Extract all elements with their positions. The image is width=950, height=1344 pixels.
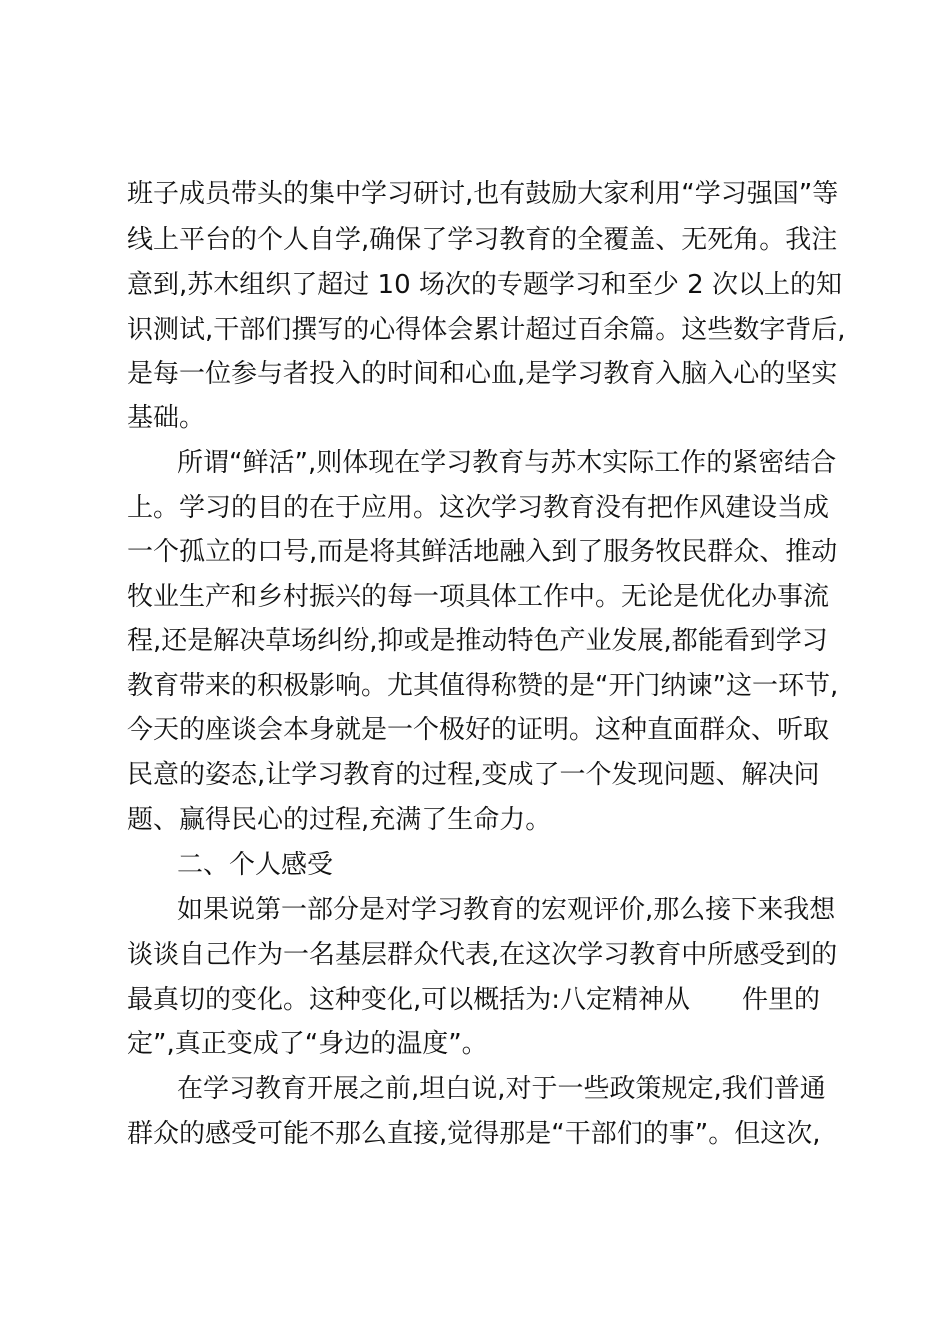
- section-heading: 二、个人感受: [177, 850, 334, 880]
- paragraph-first-line: 如果说第一部分是对学习教育的宏观评价,那么接下来我想: [177, 895, 836, 925]
- body-text-line: 群众的感受可能不那么直接,觉得那是“干部们的事”。但这次,: [127, 1119, 821, 1149]
- body-text-line: 意到,苏木组织了超过 10 场次的专题学习和至少 2 次以上的知: [127, 270, 842, 300]
- paragraph-first-line: 在学习教育开展之前,坦白说,对于一些政策规定,我们普通: [177, 1074, 826, 1104]
- body-text-line: 一个孤立的口号,而是将其鲜活地融入到了服务牧民群众、推动: [127, 537, 838, 567]
- paragraph-first-line: 所谓“鲜活”,则体现在学习教育与苏木实际工作的紧密结合: [177, 448, 837, 478]
- body-text-line: 基础。: [127, 403, 206, 433]
- body-text-line: 教育带来的积极影响。尤其值得称赞的是“开门纳谏”这一环节,: [127, 671, 839, 701]
- body-text-line: 牧业生产和乡村振兴的每一项具体工作中。无论是优化办事流: [127, 582, 830, 612]
- body-text-line: 今天的座谈会本身就是一个极好的证明。这种直面群众、听取: [127, 715, 830, 745]
- body-text-line: 线上平台的个人自学,确保了学习教育的全覆盖、无死角。我注: [127, 225, 838, 255]
- body-text-line: 是每一位参与者投入的时间和心血,是学习教育入脑入心的坚实: [127, 359, 838, 389]
- body-text-line: 题、赢得民心的过程,充满了生命力。: [127, 805, 552, 835]
- body-text-line: 上。学习的目的在于应用。这次学习教育没有把作风建设当成: [127, 493, 830, 523]
- body-text-line: 最真切的变化。这种变化,可以概括为:八定精神从 件里的: [127, 985, 821, 1015]
- body-text-line: 识测试,干部们撰写的心得体会累计超过百余篇。这些数字背后,: [127, 315, 846, 345]
- body-text-line: 民意的姿态,让学习教育的过程,变成了一个发现问题、解决问: [127, 760, 820, 790]
- body-text-line: 程,还是解决草场纠纷,抑或是推动特色产业发展,都能看到学习: [127, 626, 828, 656]
- body-text-line: 谈谈自己作为一名基层群众代表,在这次学习教育中所感受到的: [127, 940, 838, 970]
- body-text-line: 班子成员带头的集中学习研讨,也有鼓励大家利用“学习强国”等: [127, 179, 839, 209]
- body-text-line: 定”,真正变成了“身边的温度”。: [127, 1029, 488, 1059]
